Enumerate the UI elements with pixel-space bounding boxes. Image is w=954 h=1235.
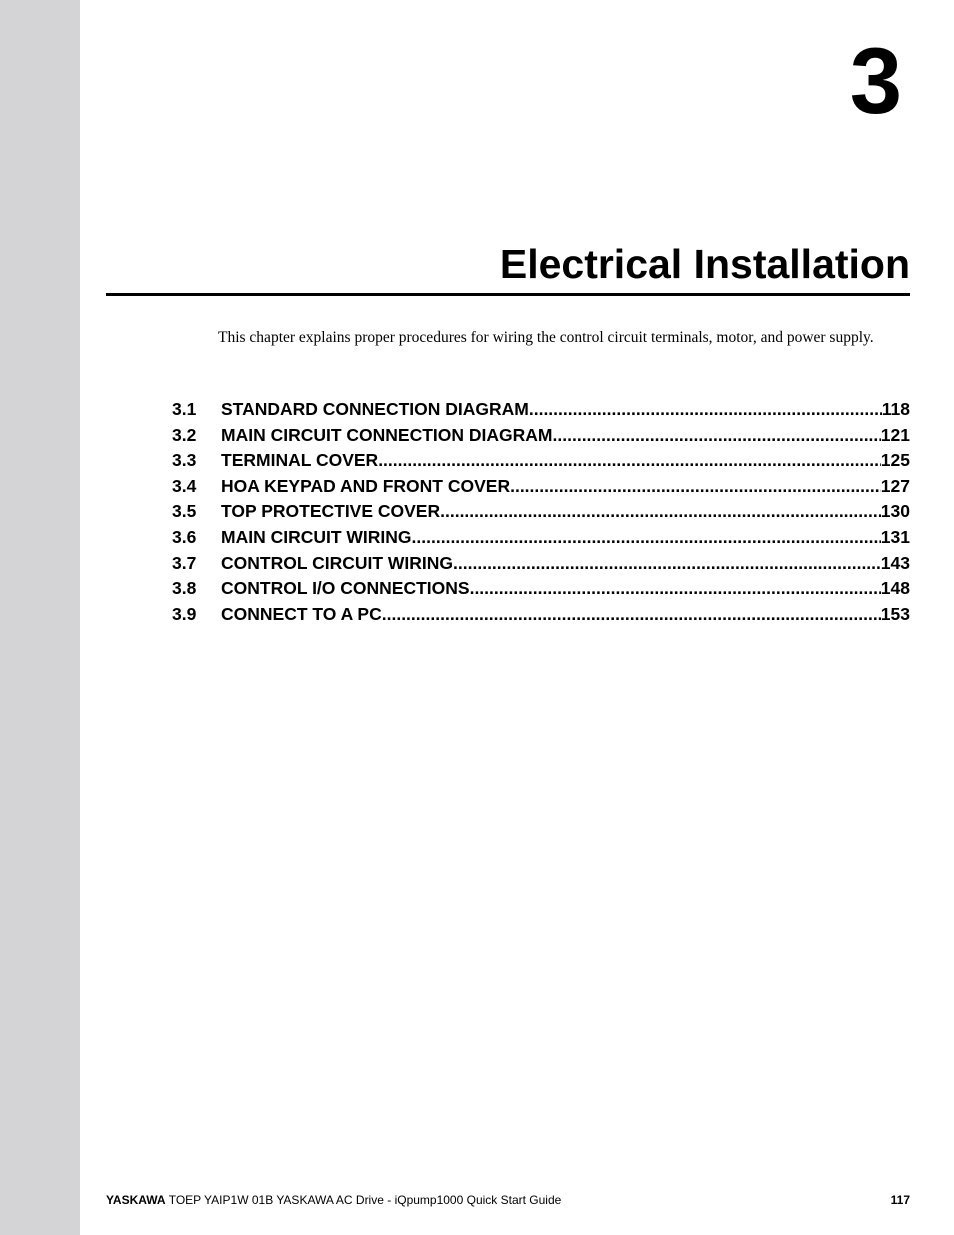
toc-number: 3.3 <box>172 450 197 471</box>
footer-doc-line <box>106 1193 561 1207</box>
toc-page[interactable]: 148 <box>880 578 910 599</box>
toc-title[interactable]: MAIN CIRCUIT WIRING <box>221 526 412 547</box>
toc-number: 3.5 <box>172 501 197 522</box>
toc-entry[interactable] <box>172 499 910 525</box>
toc-entry[interactable] <box>172 448 910 474</box>
toc-entry[interactable] <box>172 576 910 602</box>
toc-number: 3.1 <box>172 399 197 419</box>
toc-title[interactable]: HOA KEYPAD AND FRONT COVER <box>221 475 511 496</box>
toc-number: 3.8 <box>172 578 197 599</box>
toc-page[interactable]: 118 <box>881 399 910 419</box>
toc-number: 3.7 <box>172 552 197 573</box>
toc-title[interactable]: CONNECT TO A PC <box>221 603 382 624</box>
toc-title[interactable]: TERMINAL COVER <box>221 450 379 471</box>
table-of-contents <box>172 397 910 627</box>
toc-entry[interactable] <box>172 525 910 551</box>
toc-leader <box>529 397 882 423</box>
toc-leader <box>470 576 881 602</box>
chapter-title: Electrical Installation <box>499 241 910 287</box>
toc-entry[interactable] <box>172 474 910 500</box>
toc-entry[interactable] <box>172 602 910 628</box>
toc-leader <box>553 423 881 449</box>
footer-brand: YASKAWA <box>106 1193 166 1207</box>
toc-title[interactable]: CONTROL I/O CONNECTIONS <box>221 578 470 599</box>
toc-number: 3.4 <box>172 475 197 496</box>
toc-page[interactable]: 153 <box>880 603 910 624</box>
toc-leader <box>510 474 881 500</box>
footer-page-number: 117 <box>890 1193 910 1207</box>
toc-entry[interactable] <box>172 551 910 577</box>
toc-page[interactable]: 130 <box>880 501 910 522</box>
toc-number: 3.2 <box>172 424 197 445</box>
toc-title[interactable]: TOP PROTECTIVE COVER <box>221 501 441 522</box>
chapter-intro: This chapter explains proper procedures for wiring the control circuit terminals, motor, and power supply. <box>218 329 874 346</box>
toc-title[interactable]: CONTROL CIRCUIT WIRING <box>221 552 454 573</box>
chapter-number: 3 <box>849 28 902 133</box>
toc-entry[interactable] <box>172 397 910 423</box>
toc-page[interactable]: 125 <box>880 450 910 471</box>
footer-doc-title: TOEP YAIP1W 01B YASKAWA AC Drive - iQpump1000 Quick Start Guide <box>168 1193 562 1207</box>
toc-title[interactable]: MAIN CIRCUIT CONNECTION DIAGRAM <box>221 424 553 445</box>
toc-leader <box>453 551 881 577</box>
toc-entry[interactable] <box>172 423 910 449</box>
toc-leader <box>382 602 881 628</box>
toc-page[interactable]: 143 <box>880 552 910 573</box>
toc-page[interactable]: 131 <box>880 526 910 547</box>
toc-page[interactable]: 121 <box>880 424 910 445</box>
toc-page[interactable]: 127 <box>880 475 910 496</box>
toc-leader <box>440 499 881 525</box>
title-rule <box>106 293 910 296</box>
toc-leader <box>412 525 881 551</box>
page-footer <box>106 1193 910 1207</box>
side-bar <box>0 0 80 1235</box>
toc-number: 3.6 <box>172 526 197 547</box>
toc-title[interactable]: STANDARD CONNECTION DIAGRAM <box>221 399 529 419</box>
toc-leader <box>378 448 881 474</box>
toc-number: 3.9 <box>172 603 197 624</box>
